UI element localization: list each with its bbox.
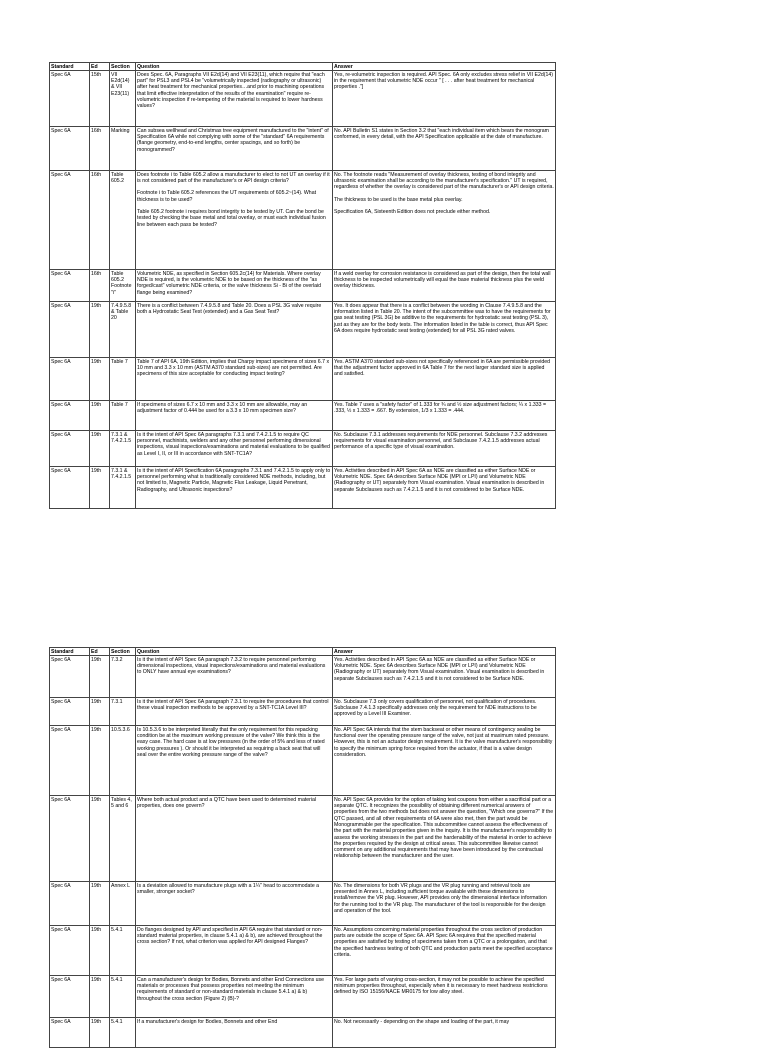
cell-question-paragraph: Footnote i to Table 605.2 references the UT requirements of 605.2~(14). What thickness is to be used?	[137, 190, 317, 203]
cell-answer-paragraph: No. The footnote reads "Measurement of overlay thickness, testing of bond integrity and ultrasonic examination shall be according to the manufacturer's specification." UT is required, regardless of whether the overlay is considered part of the manufacturer's or API design criteria.	[334, 171, 554, 191]
cell-answer	[333, 302, 556, 358]
cell-question-paragraph: Is it the intent of API Specification 6A paragraphs 7.3.1 and 7.4.2.1.5 to apply only to personnel performing what is traditionally considered NDE methods, including, but not limited to, Magnetic Particle, Magnetic Flux Leakage, Liquid Penetrant, Radiography, and Ultrasonic inspections?	[137, 467, 331, 493]
cell-answer-paragraph: Yes. Activities described in API Spec 6A as NDE are classified as either Surface NDE or Volumetric NDE. Spec 6A describes Surface NDE (MPI or LPI) and Volumetric NDE (Radiography or UT) separately from Visual examination. Visual examination is described in separate Subclauses such as 7.4.2.1.5 and it is not considered to be Surface NDE.	[334, 467, 545, 493]
table-header-row	[50, 63, 556, 71]
cell-question	[136, 698, 333, 726]
cell-answer	[333, 882, 556, 926]
table-row	[50, 796, 556, 882]
cell-standard: Spec 6A	[50, 976, 90, 1018]
cell-answer-paragraph: No. API Bulletin S1 states in Section 3.2 that "each individual item which bears the monogram conformed, in every detail, with the API Specification applicable at the date of manufacture.	[334, 127, 549, 141]
cell-answer-paragraph: Yes. ASTM A370 standard sub-sizes not specifically referenced in 6A are permissible provided that the adjustment factor approved in 6A Table 7 for the next larger standard size is applied and satisfied.	[334, 358, 551, 378]
table-row	[50, 358, 556, 401]
cell-section: 5.4.1	[110, 1018, 136, 1048]
cell-answer-paragraph: No. Subclause 7.3 only covers qualification of personnel, not qualification of procedures. Subclause 7.4.1.3 specifically addresses only the requirement for NDE instructions to be approved by a Level III Examiner.	[334, 698, 537, 718]
header-answer: Answer	[333, 63, 556, 71]
cell-answer	[333, 698, 556, 726]
cell-answer-paragraph: No. API Spec 6A intends that the stem backseat or other means of contingency sealing be functional over the operating pressure range of the valve, not just at maximum rated pressure. However, this is not an actuator design requirement. It is the valve manufacturer's responsibility to specify the minimum spring force required from the actuator, if that is a valve design consideration.	[334, 726, 553, 758]
table-header-row	[50, 648, 556, 656]
cell-question	[136, 726, 333, 796]
header-standard: Standard	[50, 63, 90, 71]
cell-question	[136, 71, 333, 127]
cell-answer	[333, 1018, 556, 1048]
cell-edition: 19th	[90, 796, 110, 882]
cell-answer-paragraph: Yes. It does appear that there is a conflict between the wording in Clause 7.4.9.5.8 and the information listed in Table 20. The intent of the subcommittee was to have the requirements for gas seat testing (PSL 3G) be additive to the requirements for hydrostatic seat testing (PSL 3), just as they are for the body tests. The information listed in the table is correct, thus API Spec 6A does require hydrostatic seat testing (extended) for all PSL 3G rated valves.	[334, 302, 551, 334]
header-edition: Ed	[90, 648, 110, 656]
cell-answer	[333, 270, 556, 302]
cell-section: Table 7	[110, 358, 136, 401]
header-section: Section	[110, 648, 136, 656]
cell-answer	[333, 796, 556, 882]
cell-answer	[333, 71, 556, 127]
cell-edition: 16th	[90, 270, 110, 302]
cell-answer-paragraph: No. API Spec 6A provides for the option of taking test coupons from either a sacrificial part or a separate QTC. It recognizes the possibility of obtaining different numerical answers of properties from the two methods but does not answer the question, "Which one governs?" If the QTC passed, and all other requirements of 6A were also met, then the part would be Monogrammable per the specification. This subcommittee cannot assess the effectiveness of the part with the material properties given in the inquiry. It is the manufacturer's responsibility to assess the working stresses in the part and the hardenability of the material in order to achieve the properties required by the design at critical areas. This subcommittee likewise cannot comment on any additional requirements that may have been introduced by the contractual relationship between the manufacturer and the user.	[334, 796, 554, 860]
cell-question	[136, 358, 333, 401]
table-row	[50, 1018, 556, 1048]
header-question: Question	[136, 648, 333, 656]
cell-answer	[333, 467, 556, 509]
cell-edition: 19th	[90, 976, 110, 1018]
cell-answer	[333, 726, 556, 796]
cell-standard: Spec 6A	[50, 926, 90, 976]
cell-standard: Spec 6A	[50, 882, 90, 926]
cell-edition: 19th	[90, 656, 110, 698]
cell-question	[136, 171, 333, 270]
cell-answer-paragraph: Yes. For large parts of varying cross-section, it may not be possible to achieve the specified minimum properties throughout, especially when it is necessary to meet hardness restrictions defined by ISO 15156/NACE MR0175 for low alloy steel.	[334, 976, 548, 996]
cell-answer	[333, 401, 556, 431]
cell-question	[136, 926, 333, 976]
cell-answer-paragraph: Yes. Activities described in API Spec 6A as NDE are classified as either Surface NDE or Volumetric NDE. Spec 6A describes Surface NDE (MPI or LPI) and Volumetric NDE (Radiography or UT) separately from Visual examination. Visual examination is described in separate Subclauses such as 7.4.2.1.5 and it is not considered to be Surface NDE.	[334, 656, 545, 682]
cell-question	[136, 656, 333, 698]
cell-answer	[333, 656, 556, 698]
cell-section: 5.4.1	[110, 976, 136, 1018]
cell-question	[136, 467, 333, 509]
cell-answer-paragraph: No. Not necessarily - depending on the shape and loading of the part, it may	[334, 1018, 510, 1025]
cell-answer-paragraph: Specification 6A, Sixteenth Edition does not preclude either method.	[334, 208, 491, 215]
cell-standard: Spec 6A	[50, 726, 90, 796]
table-row	[50, 656, 556, 698]
cell-question	[136, 1018, 333, 1048]
cell-answer-paragraph: Yes. Table 7 uses a "safety factor" of 1.333 for ¾ and ½ size adjustment factors; ¼ x 1.333 = .333, ½ x 1.333 = .667. By extension, 1/3 x 1.333 = .444.	[334, 401, 547, 415]
cell-answer	[333, 926, 556, 976]
cell-standard: Spec 6A	[50, 71, 90, 127]
cell-section: VII E2d(14) & VII E23(11)	[110, 71, 136, 127]
table-row	[50, 270, 556, 302]
cell-section: 7.3.2	[110, 656, 136, 698]
table-row	[50, 127, 556, 171]
cell-edition: 19th	[90, 926, 110, 976]
cell-question-paragraph: Table 605.2 footnote i requires bond integrity to be tested by UT. Can the bond be tested by checking the base metal and total overlay, or must each individual fusion line between each pass be tested?	[137, 208, 326, 228]
cell-question-paragraph: Table 7 of API 6A, 19th Edition, implies that Charpy impact specimens of sizes 6.7 x 10 mm and 3.3 x 10 mm (ASTM A370 standard sub-sizes) are not permitted. Are specimens of this size acceptable for conducting impact testing?	[137, 358, 330, 378]
table-row	[50, 976, 556, 1018]
cell-question	[136, 882, 333, 926]
cell-answer-paragraph: Yes, re-volumetric inspection is required. API Spec. 6A only excludes stress relief in VII E2d(14) in the requirement that volumetric NDE occur " [ . . . after heat treatment for mechanical properties ."]	[334, 71, 553, 91]
cell-section: Table 605.2 Footnote "i"	[110, 270, 136, 302]
table-row	[50, 431, 556, 467]
cell-section: 10.5.3.6	[110, 726, 136, 796]
cell-edition: 19th	[90, 698, 110, 726]
header-section: Section	[110, 63, 136, 71]
cell-question-paragraph: If a manufacturer's design for Bodies, Bonnets and other End	[137, 1018, 278, 1025]
cell-question-paragraph: Do flanges designed by API and specified in API 6A require that standard or non-standard material properties, in clause 5.4.1 a) & b), are achieved throughout the cross section? If not, what criterion was applied for API designed Flanges?	[137, 926, 323, 946]
cell-edition: 19th	[90, 726, 110, 796]
cell-section: Annex L	[110, 882, 136, 926]
cell-answer-paragraph: No. Assumptions concerning material properties throughout the cross section of production parts are outside the scope of Spec 6A. API Spec 6A requires that the specified material properties are satisfied by testing of specimens taken from a QTC or a prolongation, and that the specified hardness testing of both QTC and production parts meet the specified acceptance criteria.	[334, 926, 553, 958]
cell-question-paragraph: Can subsea wellhead and Christmas tree equipment manufactured to the "intent" of Specification 6A while not complying with some of the "standard" 6A requirements (flange geometry, end-to-end lengths, center spacings, and so forth) be monogrammed?	[137, 127, 329, 153]
cell-question	[136, 127, 333, 171]
cell-edition: 19th	[90, 431, 110, 467]
cell-section: 7.3.1 & 7.4.2.1.5	[110, 467, 136, 509]
header-edition: Ed	[90, 63, 110, 71]
cell-section: 7.3.1 & 7.4.2.1.5	[110, 431, 136, 467]
cell-edition: 19th	[90, 358, 110, 401]
cell-answer	[333, 358, 556, 401]
cell-question-paragraph: Where both actual product and a QTC have been used to determined material properties, does one govern?	[137, 796, 317, 810]
table-row	[50, 401, 556, 431]
cell-answer	[333, 431, 556, 467]
cell-question-paragraph: Can a manufacturer's design for Bodies, Bonnets and other End Connections use materials or processes that possess properties not meeting the minimum requirements of standard or non-standard materials in clause 5.4.1 a) & b) throughout the cross section (Figure 2) (B)-?	[137, 976, 324, 1002]
table-row	[50, 698, 556, 726]
cell-answer	[333, 976, 556, 1018]
header-standard: Standard	[50, 648, 90, 656]
cell-question-paragraph: Is it the intent of API Spec 6A paragraphs 7.3.1 and 7.4.2.1.5 to require QC personnel, machinists, welders and any other personnel performing dimensional inspections, visual inspections/examinations and material evaluations to be qualified as Level I, II, or III in accordance with SNT-TC1A?	[137, 431, 330, 457]
cell-section: Table 605.2	[110, 171, 136, 270]
header-question: Question	[136, 63, 333, 71]
cell-question	[136, 976, 333, 1018]
cell-question	[136, 270, 333, 302]
cell-standard: Spec 6A	[50, 127, 90, 171]
cell-question	[136, 401, 333, 431]
cell-question-paragraph: Does footnote i to Table 605.2 allow a manufacturer to elect to not UT an overlay if it is not considered part of the manufacturer's or API design criteria?	[137, 171, 330, 185]
cell-standard: Spec 6A	[50, 656, 90, 698]
cell-question-paragraph: Does Spec. 6A, Paragraphs VII E2d(14) and VII E23(11), which require that "each part" for PSL3 and PSL4 be "volumetrically inspected (radiography or ultrasonic) after heat treatment for mechanical properties…and prior to machining operations that limit effective interpretation of the results of the examination" require re-volumetric inspection if re-tempering of the material is required to lower hardness values?	[137, 71, 325, 110]
cell-answer-paragraph: No. The dimensions for both VR plugs and the VR plug running and retrieval tools are presented in Annex L, including sufficient torque available with these dimensions to install/remove the VR plug. However, API provides only the dimensional interface information for the running tool to the VR plug. The manufacturer of the tool is responsible for the design and operation of the tool.	[334, 882, 547, 914]
interpretations-table-2	[49, 647, 556, 1048]
table-row	[50, 171, 556, 270]
cell-standard: Spec 6A	[50, 431, 90, 467]
header-answer: Answer	[333, 648, 556, 656]
cell-standard: Spec 6A	[50, 302, 90, 358]
cell-question-paragraph: Volumetric NDE, as specified in Section 605.2c(14) for Materials. Where overlay NDE is required, is the volumetric NDE to be based on the thickness of the "as forged/cast" volumetric NDE criteria, or the valve thickness Si - Bi of the overlaid flange being examined?	[137, 270, 322, 296]
cell-standard: Spec 6A	[50, 467, 90, 509]
cell-standard: Spec 6A	[50, 358, 90, 401]
interpretations-table-1	[49, 62, 556, 509]
cell-section: Tables 4, 5 and 6	[110, 796, 136, 882]
cell-section: Marking	[110, 127, 136, 171]
cell-answer-paragraph: The thickness to be used is the base metal plus overlay.	[334, 196, 463, 203]
cell-standard: Spec 6A	[50, 270, 90, 302]
cell-edition: 19th	[90, 401, 110, 431]
cell-section: Table 7	[110, 401, 136, 431]
cell-question-paragraph: There is a conflict between 7.4.9.5.8 and Table 20. Does a PSL 3G valve require both a Hydrostatic Seat Test (extended) and a Gas Seat Test?	[137, 302, 322, 316]
cell-answer	[333, 171, 556, 270]
cell-question-paragraph: Is it the intent of API Spec 6A paragraph 7.3.2 to require personnel performing dimensional inspections, visual inspections/examinations and material evaluations to ONLY have annual eye examinations?	[137, 656, 326, 676]
cell-edition: 16th	[90, 171, 110, 270]
cell-answer	[333, 127, 556, 171]
cell-standard: Spec 6A	[50, 796, 90, 882]
cell-edition: 15th	[90, 71, 110, 127]
cell-section: 7.3.1	[110, 698, 136, 726]
cell-answer-paragraph: No. Subclause 7.3.1 addresses requirements for NDE personnel. Subclause 7.3.2 addresses requirements for visual examination personnel, and Subclause 7.4.2.1.5 addresses actual performance of a specific type of visual examination.	[334, 431, 548, 451]
cell-standard: Spec 6A	[50, 698, 90, 726]
cell-edition: 19th	[90, 1018, 110, 1048]
cell-edition: 16th	[90, 127, 110, 171]
table-row	[50, 926, 556, 976]
cell-question-paragraph: If specimens of sizes 6.7 x 10 mm and 3.3 x 10 mm are allowable, may an adjustment factor of 0.444 be used for a 3.3 x 10 mm specimen size?	[137, 401, 308, 415]
cell-edition: 19th	[90, 882, 110, 926]
cell-question-paragraph: Is a deviation allowed to manufacture plugs with a 1¼" head to accommodate a smaller, stronger socket?	[137, 882, 320, 896]
cell-edition: 19th	[90, 467, 110, 509]
cell-question-paragraph: Is 10.5.3.6 to be interpreted literally that the only requirement for this repacking condition be at the maximum working pressure of the valve? We think this is the easy case. The hard case is at low pressures (in the order of 5% and less of rated working pressures ). Or should it be interpreted as requiring a back seat that will seal over the entire working pressure range of the valve?	[137, 726, 325, 758]
cell-section: 5.4.1	[110, 926, 136, 976]
cell-question	[136, 302, 333, 358]
cell-standard: Spec 6A	[50, 401, 90, 431]
table-row	[50, 467, 556, 509]
cell-question	[136, 431, 333, 467]
cell-edition: 19th	[90, 302, 110, 358]
table-row	[50, 882, 556, 926]
cell-standard: Spec 6A	[50, 171, 90, 270]
cell-question	[136, 796, 333, 882]
table-row	[50, 302, 556, 358]
cell-section: 7.4.9.5.8 & Table 20	[110, 302, 136, 358]
cell-answer-paragraph: If a weld overlay for corrosion resistance is considered as part of the design, then the total wall thickness to be inspected volumetrically will equal the base material thickness plus the weld overlay thickness.	[334, 270, 551, 290]
table-row	[50, 726, 556, 796]
table-row	[50, 71, 556, 127]
cell-question-paragraph: Is it the intent of API Spec 6A paragraph 7.3.1 to require the procedures that control these visual inspection methods to be approved by a SNT-TC1A Level III?	[137, 698, 329, 712]
cell-standard: Spec 6A	[50, 1018, 90, 1048]
